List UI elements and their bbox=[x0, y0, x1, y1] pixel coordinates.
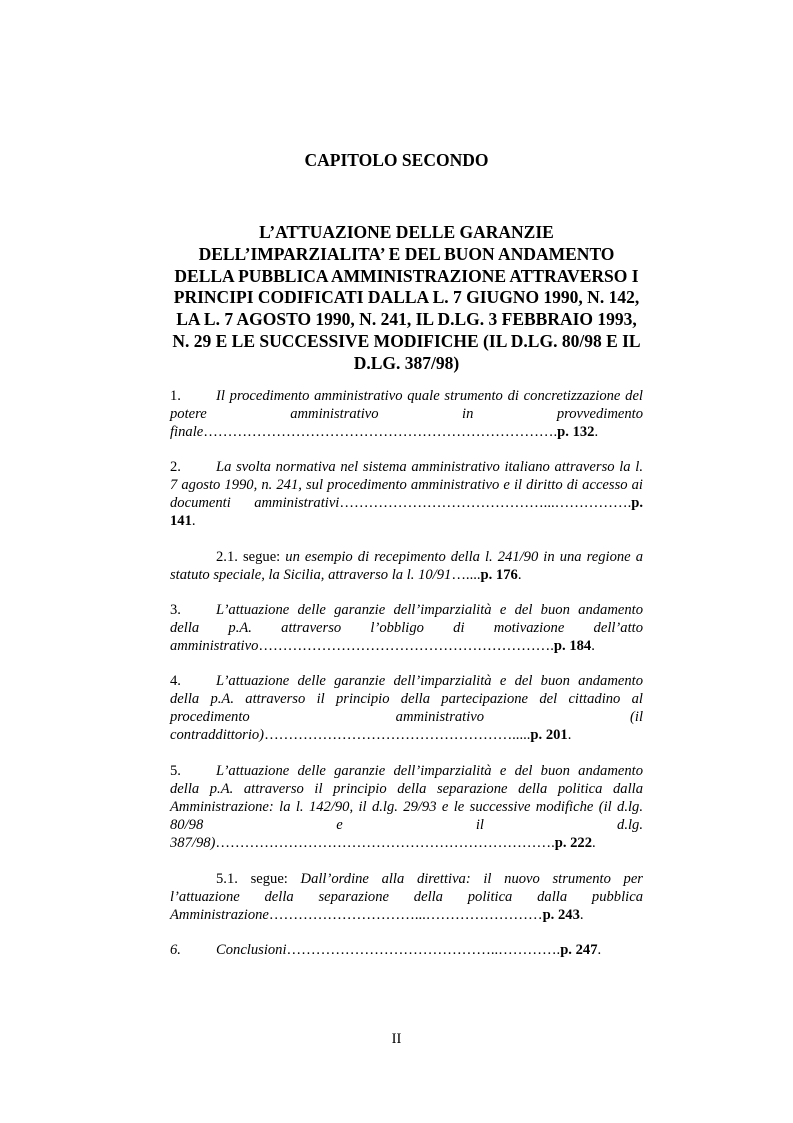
entry-number: 4. bbox=[170, 673, 181, 689]
dot-leader: ……………………………………………..... bbox=[264, 726, 531, 743]
entry-end: . bbox=[579, 906, 584, 923]
entry-end: . bbox=[597, 942, 602, 958]
dot-leader: ……………………………………………………. bbox=[258, 637, 554, 654]
entry-end: . bbox=[517, 566, 522, 583]
toc-entry-4[interactable] bbox=[170, 673, 643, 745]
entry-end: . bbox=[567, 726, 572, 743]
entry-title: L’attuazione delle garanzie dell’imparzialità e del buon andamento della p.A. attraverso l’obbligo di motivazione dell’atto amministrativo bbox=[170, 602, 643, 654]
toc-entry-2-1[interactable] bbox=[170, 549, 643, 585]
entry-end: . bbox=[592, 834, 596, 851]
entry-page: p. 247 bbox=[560, 942, 598, 958]
entry-title: La svolta normativa nel sistema amministrativo italiano attraverso la l. 7 agosto 1990, n. 241, sul procedimento amministrativo e il diritto di accesso ai documenti amministrativi bbox=[170, 459, 643, 511]
entry-end: . bbox=[594, 423, 599, 440]
entry-end: . bbox=[191, 512, 196, 529]
toc-entry-5-1[interactable] bbox=[170, 871, 643, 925]
entry-number: 2.1. bbox=[216, 549, 238, 565]
entry-number: 3. bbox=[170, 602, 181, 618]
entry-number: 1. bbox=[170, 388, 181, 404]
page-number: II bbox=[391, 1031, 402, 1047]
entry-number: 6. bbox=[170, 942, 181, 958]
entry-title: Conclusioni bbox=[216, 942, 287, 958]
entry-title: Dall’ordine alla direttiva: il nuovo strumento per l’attuazione della separazione della politica dalla pubblica Amministrazione bbox=[170, 871, 643, 923]
dot-leader: ……………………………………...……………. bbox=[339, 494, 632, 511]
entry-prefix: segue: bbox=[250, 871, 288, 887]
entry-number: 2. bbox=[170, 459, 181, 475]
toc-entry-1[interactable] bbox=[170, 388, 643, 442]
toc-entry-2[interactable] bbox=[170, 459, 643, 531]
entry-number: 5.1. bbox=[216, 871, 238, 887]
entry-page: p. 222 bbox=[554, 834, 593, 851]
dot-leader: …………………………...…………………… bbox=[268, 906, 543, 923]
chapter-title: L’ATTUAZIONE DELLE GARANZIE DELL’IMPARZIALITA’ E DEL BUON ANDAMENTO DELLA PUBBLICA AMMINISTRAZIONE ATTRAVERSO I PRINCIPI CODIFICATI DALLA L. 7 GIUGNO 1990, N. 142, LA L. 7 AGOSTO 1990, N. 241, IL D.LG. 3 FEBBRAIO 1993, N. 29 E LE SUCCESSIVE MODIFICHE (IL D.LG. 80/98 E IL D.LG. 387/98) bbox=[172, 222, 641, 373]
toc-entry-6[interactable] bbox=[170, 942, 643, 960]
dot-leader: ………………………………………………………………. bbox=[203, 423, 558, 440]
entry-end: . bbox=[591, 637, 595, 654]
entry-page: p. 201 bbox=[530, 726, 568, 743]
dot-leader: ……………………………………..…………. bbox=[286, 942, 561, 958]
entry-page: p. 141 bbox=[170, 494, 643, 529]
entry-page: p. 243 bbox=[542, 906, 580, 923]
entry-number: 5. bbox=[170, 763, 181, 779]
dot-leader: ….... bbox=[451, 566, 481, 583]
chapter-heading: CAPITOLO SECONDO bbox=[304, 150, 489, 170]
toc-entry-3[interactable] bbox=[170, 602, 643, 656]
entry-prefix: segue: bbox=[242, 549, 281, 565]
entry-title: un esempio di recepimento della l. 241/90 in una regione a statuto speciale, la Sicilia, attraverso la l. 10/91 bbox=[170, 549, 643, 583]
entry-title: Il procedimento amministrativo quale strumento di concretizzazione del potere amministrativo in provvedimento finale bbox=[170, 388, 643, 440]
toc-entry-5[interactable] bbox=[170, 763, 643, 853]
dot-leader: ……………………………………………………………. bbox=[215, 834, 555, 851]
entry-page: p. 132 bbox=[557, 423, 595, 440]
entry-page: p. 184 bbox=[553, 637, 592, 654]
entry-title: L’attuazione delle garanzie dell’imparzialità e del buon andamento della p.A. attraverso il principio della separazione della politica dalla Amministrazione: la l. 142/90, il d.lg. 29/93 e le successive modifiche (il d.lg. 80/98 e il d.lg. 387/98) bbox=[170, 763, 643, 851]
entry-title: L’attuazione delle garanzie dell’imparzialità e del buon andamento della p.A. attraverso il principio della partecipazione del cittadino al procedimento amministrativo (il contraddittorio) bbox=[170, 673, 643, 743]
entry-page: p. 176 bbox=[480, 566, 518, 583]
